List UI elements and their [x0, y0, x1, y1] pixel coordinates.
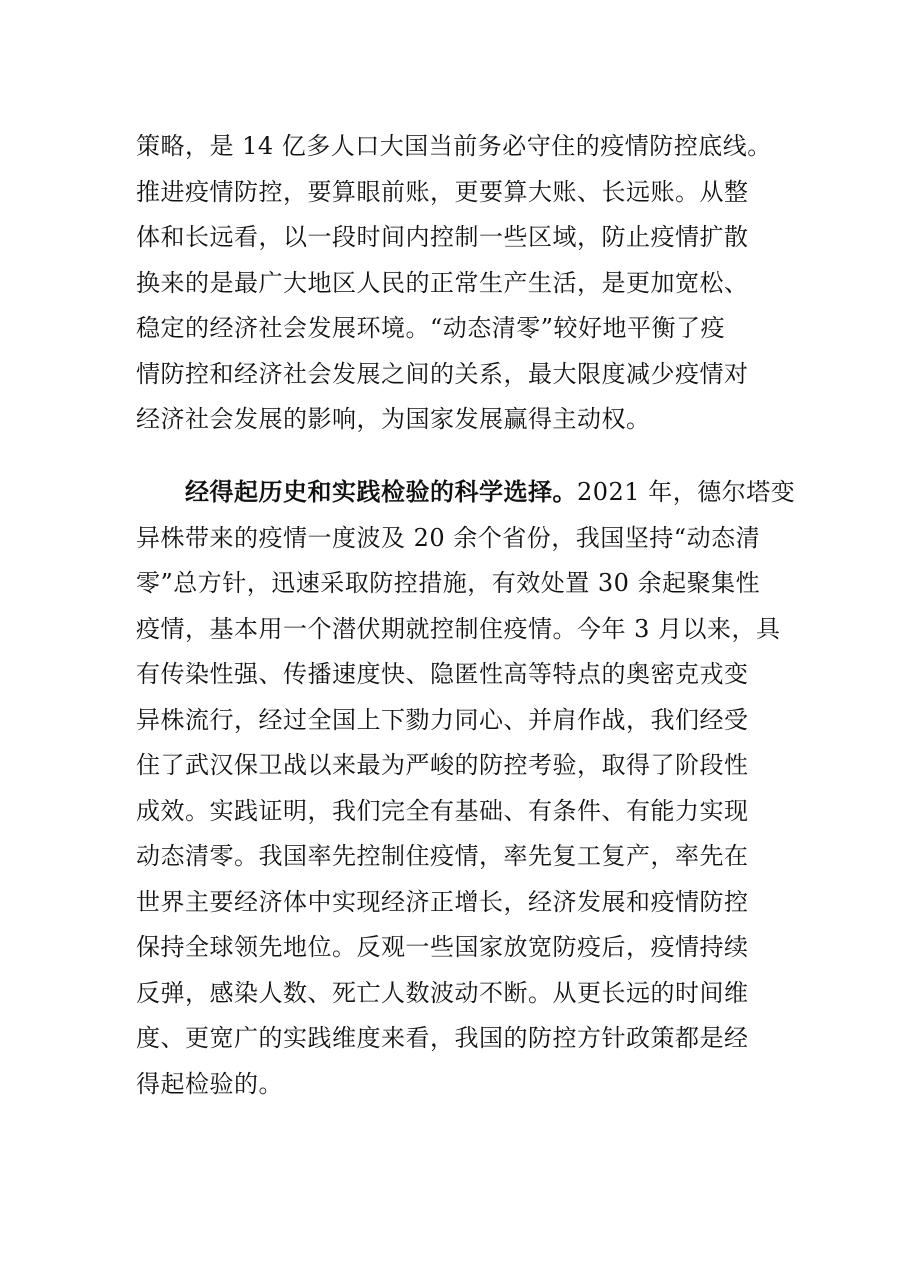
paragraph-1-line: 经济社会发展的影响，为国家发展赢得主动权。: [136, 405, 651, 433]
paragraph-2-line: 疫情，基本用一个潜伏期就控制住疫情。今年 3 月以来，具: [136, 614, 781, 643]
paragraph-2-line: 反弹，感染人数、死亡人数波动不断。从更长远的时间维: [136, 978, 749, 1007]
paragraph-1-line: 稳定的经济社会发展环境。“动态清零”较好地平衡了疫: [136, 314, 726, 342]
paragraph-2-line: 动态清零。我国率先控制住疫情，率先复工复产，率先在: [136, 842, 749, 870]
paragraph-2-line: 异株带来的疫情一度波及 20 余个省份，我国坚持“动态清: [136, 523, 761, 552]
section-heading: 经得起历史和实践检验的科学选择。: [185, 477, 577, 506]
paragraph-1: [136, 124, 776, 443]
paragraph-2-line: 得起检验的。: [136, 1069, 283, 1098]
paragraph-2-line: 住了武汉保卫战以来最为严峻的防控考验，取得了阶段性: [136, 751, 749, 779]
paragraph-2-line: 世界主要经济体中实现经济正增长，经济发展和疫情防控: [136, 887, 749, 916]
paragraph-1-line: 策略，是 14 亿多人口大国当前务必守住的疫情防控底线。: [136, 132, 772, 160]
paragraph-1-line: 推进疫情防控，要算眼前账，更要算大账、长远账。从整: [136, 177, 749, 206]
paragraph-1-line: 情防控和经济社会发展之间的关系，最大限度减少疫情对: [136, 359, 749, 388]
paragraph-2-line: 有传染性强、传播速度快、隐匿性高等特点的奥密克戎变: [136, 660, 749, 688]
paragraph-2-line: 成效。实践证明，我们完全有基础、有条件、有能力实现: [136, 796, 749, 825]
paragraph-1-line: 体和长远看，以一段时间内控制一些区域，防止疫情扩散: [136, 223, 749, 251]
paragraph-2-line: 保持全球领先地位。反观一些国家放宽防疫后，疫情持续: [136, 933, 749, 961]
paragraph-2: [136, 469, 796, 1107]
paragraph-2-line: 零”总方针，迅速采取防控措施，有效处置 30 余起聚集性: [136, 569, 761, 597]
paragraph-1-line: 换来的是最广大地区人民的正常生产生活，是更加宽松、: [136, 268, 749, 297]
paragraph-2-first-line: [136, 469, 796, 516]
paragraph-2-line: 异株流行，经过全国上下勠力同心、并肩作战，我们经受: [136, 705, 749, 734]
paragraph-2-line: 度、更宽广的实践维度来看，我国的防控方针政策都是经: [136, 1024, 749, 1052]
paragraph-2-first-line-text: 2021 年，德尔塔变: [577, 478, 796, 506]
